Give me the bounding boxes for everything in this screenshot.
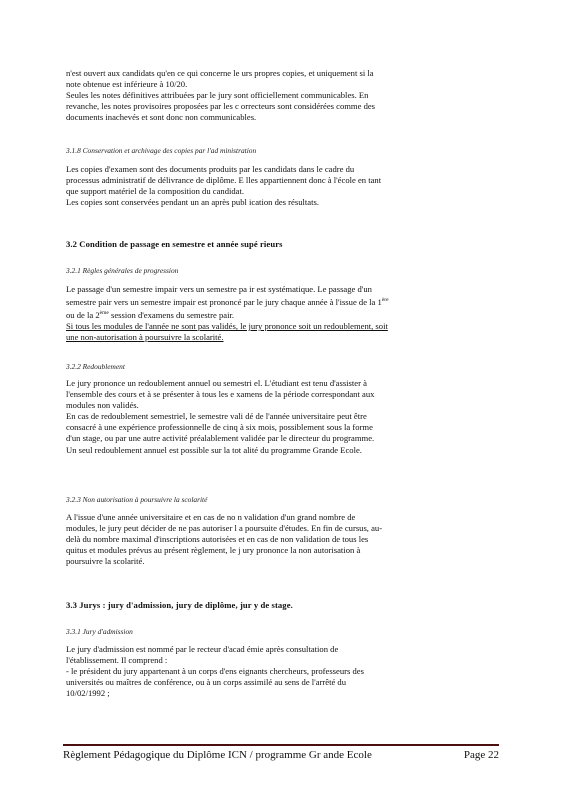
body-line: poursuivre la scolarité. — [66, 556, 145, 567]
body-line: modules, le jury peut décider de ne pas autoriser l a poursuite d'études. En fin de cursus, au- — [66, 523, 383, 534]
footer-title: Règlement Pédagogique du Diplôme ICN / programme Gr ande Ecole — [63, 749, 372, 761]
section-3-1-8-heading-wrap — [66, 145, 492, 156]
body-line — [66, 295, 492, 308]
body-line: consacré à une expérience professionnelle de cinq à six mois, possiblement sous la forme — [66, 422, 373, 433]
body-line: A l'issue d'une année universitaire et en cas de no n validation d'un grand nombre de — [66, 512, 356, 522]
body-line: l'ensemble des cours et à se présenter à tous les e xamens de la période correspondant aux — [66, 389, 375, 400]
body-line: Le passage d'un semestre impair vers un semestre pa ir est systématique. Le passage d'un — [66, 284, 372, 294]
body-line: d'un stage, ou par une autre activité préalablement validée par le directeur du programme. — [66, 433, 375, 444]
body-line: modules non validés. — [66, 400, 139, 411]
body-line: - le président du jury appartenant à un corps d'ens eignants chercheurs, professeurs des — [66, 666, 364, 677]
section-3-1-8-heading: 3.1.8 Conservation et archivage des copies par l'ad ministration — [66, 146, 257, 155]
underlined-line: Si tous les modules de l'année ne sont pas validés, le jury prononce soit un redoublement, soit — [66, 321, 388, 331]
page-number: Page 22 — [463, 749, 499, 761]
page-footer — [63, 749, 499, 761]
section-3-2-heading-wrap — [66, 239, 492, 250]
body-line: processus administratif de délivrance de diplôme. E lles appartiennent donc à l'école en tant — [66, 175, 382, 186]
section-3-2-2-body — [66, 378, 492, 456]
body-line: delà du nombre maximal d'inscriptions autorisées et en cas de non validation de tous les — [66, 534, 369, 545]
footer-divider — [63, 744, 499, 746]
body-line: Les copies sont conservées pendant un an après publ ication des résultats. — [66, 197, 319, 208]
line-text: session d'examens du semestre pair. — [108, 309, 235, 320]
body-line: Un seul redoublement annuel est possible sur la tot alité du programme Grande Ecole. — [66, 444, 362, 455]
section-3-2-1-heading: 3.2.1 Règles générales de progression — [66, 266, 179, 275]
body-line: Le jury d'admission est nommé par le recteur d'acad émie après consultation de — [66, 644, 339, 654]
section-3-2-heading: 3.2 Condition de passage en semestre et année supé rieurs — [66, 239, 283, 249]
body-line: Les copies d'examen sont des documents produits par les candidats dans le cadre du — [66, 164, 355, 174]
body-line — [66, 308, 492, 321]
body-line: quitus et modules prévus au présent règlement, le j ury prononce la non autorisation à — [66, 545, 361, 556]
intro-line: Seules les notes définitives attribuées par le jury sont officiellement communicables. En — [66, 90, 369, 101]
section-3-3-1-heading-wrap — [66, 626, 492, 637]
intro-line: documents inachevés et sont donc non communicables. — [66, 112, 257, 123]
body-line: En cas de redoublement semestriel, le semestre vali dé de l'année universitaire peut être — [66, 411, 367, 422]
body-line: Le jury prononce un redoublement annuel ou semestri el. L'étudiant est tenu d'assister à — [66, 378, 367, 388]
section-3-2-1-heading-wrap — [66, 265, 492, 276]
body-line: 10/02/1992 ; — [66, 688, 110, 699]
body-line: l'établissement. Il comprend : — [66, 655, 168, 666]
section-3-2-2-heading: 3.2.2 Redoublement — [66, 362, 125, 371]
section-3-2-1-body — [66, 284, 492, 343]
intro-line: n'est ouvert aux candidats qu'en ce qui concerne le urs propres copies, et uniquement si la — [66, 68, 374, 78]
intro-line: note obtenue est inférieure à 10/20. — [66, 79, 188, 90]
line-text: ou de la 2 — [66, 309, 100, 320]
section-3-3-heading-wrap — [66, 600, 492, 611]
section-3-3-1-body — [66, 644, 492, 699]
body-line: que support matériel de la composition du candidat. — [66, 186, 245, 197]
section-3-3-heading: 3.3 Jurys : jury d'admission, jury de diplôme, jur y de stage. — [66, 600, 293, 610]
superscript: ème — [99, 310, 109, 317]
section-3-1-8-body — [66, 164, 492, 208]
intro-line: revanche, les notes provisoires proposées par les c orrecteurs sont considérées comme des — [66, 101, 376, 112]
intro-paragraph — [66, 68, 492, 123]
line-text: semestre pair vers un semestre impair est prononcé par le jury chaque année à l'issue de la 1 — [66, 296, 382, 307]
section-3-2-2-heading-wrap — [66, 361, 492, 372]
body-line: universités ou maîtres de conférence, ou à un corps assimilé au sens de l'arrêté du — [66, 677, 347, 688]
underlined-line: une non-autorisation à poursuivre la scolarité. — [66, 332, 224, 343]
superscript: ère — [381, 297, 389, 304]
section-3-3-1-heading: 3.3.1 Jury d'admission — [66, 627, 133, 636]
section-3-2-3-heading-wrap — [66, 494, 492, 505]
section-3-2-3-body — [66, 512, 492, 567]
section-3-2-3-heading: 3.2.3 Non autorisation à poursuivre la scolarité — [66, 495, 208, 504]
